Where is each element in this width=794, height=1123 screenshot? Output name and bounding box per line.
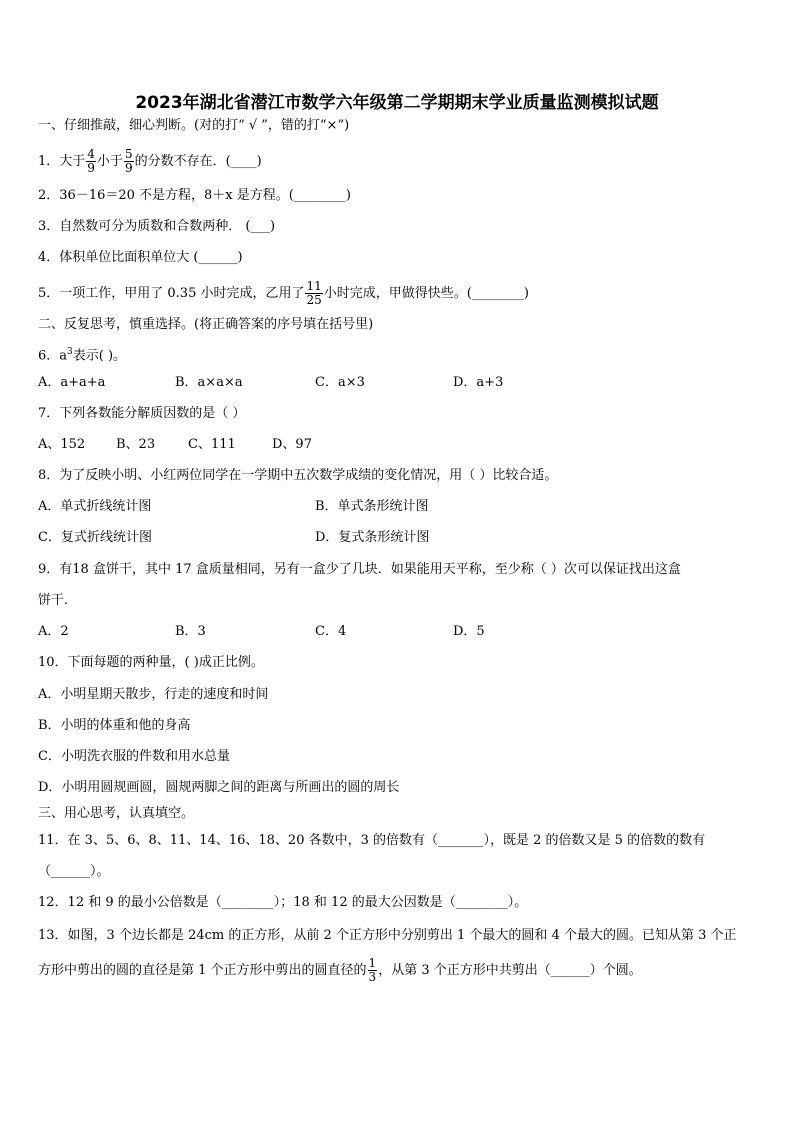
q6-option-a: A．a+a+a <box>38 375 106 390</box>
q9-option-b: B．3 <box>175 624 206 639</box>
frac-den: 25 <box>306 293 322 307</box>
fraction-11-25 <box>305 280 322 307</box>
question-11: 11．在 3、5、6、8、11、14、16、18、20 各数中，3 的倍数有（_______），既是 2 的倍数又是 5 的倍数的数有 <box>38 833 706 848</box>
q1-post: 的分数不存在．(____) <box>134 154 262 169</box>
q8-option-d: D．复式条形统计图 <box>315 530 430 545</box>
q1-mid: 小于 <box>96 154 123 169</box>
question-7: 7．下列各数能分解质因数的是（ ） <box>38 406 246 421</box>
q6-exponent: 3 <box>67 347 73 357</box>
q8-option-b: B．单式条形统计图 <box>315 499 429 514</box>
q6-post: 表示( )。 <box>72 348 127 364</box>
q7-option-a: A、152 <box>38 437 86 452</box>
question-2: 2．36－16＝20 不是方程，8＋x 是方程。(________) <box>38 188 351 203</box>
question-3: 3．自然数可分为质数和合数两种． (___) <box>38 219 276 234</box>
q6-option-d: D．a+3 <box>453 375 504 390</box>
question-11-cont: （______）。 <box>38 864 110 879</box>
q7-option-c: C、111 <box>188 437 236 452</box>
question-13-cont <box>38 957 768 984</box>
q13-pre: 方形中剪出的圆的直径是第 1 个正方形中剪出的圆直径的 <box>38 963 367 978</box>
question-8: 8．为了反映小明、小红两位同学在一学期中五次数学成绩的变化情况，用（ ）比较合适。 <box>38 468 558 483</box>
question-6 <box>38 343 768 365</box>
frac-den: 9 <box>124 161 133 175</box>
q7-option-b: B、23 <box>116 437 156 452</box>
frac-num: 5 <box>124 147 133 161</box>
q1-pre: 1．大于 <box>38 154 86 169</box>
q10-option-d: D．小明用圆规画圆，圆规两脚之间的距离与所画出的圆的周长 <box>38 780 400 795</box>
frac-den: 3 <box>368 970 377 984</box>
frac-num: 1 <box>368 956 377 970</box>
q6-option-c: C．a×3 <box>315 375 365 390</box>
fraction-5-9 <box>124 148 134 175</box>
q13-post: ，从第 3 个正方形中共剪出（______）个圆。 <box>378 963 642 978</box>
question-13: 13．如图，3 个边长都是 24cm 的正方形，从前 2 个正方形中分别剪出 1 个最大的圆和 4 个最大的圆。已知从第 3 个正 <box>38 928 737 943</box>
q7-option-d: D、97 <box>272 437 312 452</box>
question-12: 12．12 和 9 的最小公倍数是（________）；18 和 12 的最大公因数是（________）。 <box>38 895 528 910</box>
question-5 <box>38 280 768 307</box>
question-9: 9．有18 盒饼干，其中 17 盒质量相同，另有一盒少了几块．如果能用天平称，至少称（ ）次可以保证找出这盒 <box>38 562 681 577</box>
question-4: 4．体积单位比面积单位大 (______) <box>38 250 243 265</box>
fraction-1-3 <box>368 957 378 984</box>
section2-heading: 二、反复思考，慎重选择。(将正确答案的序号填在括号里) <box>38 317 374 332</box>
q6-pre: 6．a <box>38 348 68 364</box>
q5-post: 小时完成，甲做得快些。(________) <box>323 286 529 301</box>
page-title: 2023年湖北省潜江市数学六年级第二学期期末学业质量监测模拟试题 <box>135 93 659 113</box>
question-1 <box>38 148 768 175</box>
question-9-cont: 饼干. <box>38 593 69 608</box>
q5-pre: 5．一项工作，甲用了 0.35 小时完成，乙用了 <box>38 286 305 301</box>
q9-option-d: D．5 <box>453 624 485 639</box>
section3-heading: 三、用心思考，认真填空。 <box>38 806 195 821</box>
q6-option-b: B．a×a×a <box>175 375 243 390</box>
q10-option-a: A．小明星期天散步，行走的速度和时间 <box>38 687 269 702</box>
section1-heading: 一、仔细推敲，细心判断。(对的打“ √ ”，错的打“×”) <box>38 118 350 133</box>
q9-option-c: C．4 <box>315 624 347 639</box>
fraction-4-9 <box>86 148 96 175</box>
q10-option-c: C．小明洗衣服的件数和用水总量 <box>38 749 230 764</box>
frac-num: 11 <box>306 279 322 293</box>
q9-option-a: A．2 <box>38 624 69 639</box>
q8-option-a: A．单式折线统计图 <box>38 499 152 514</box>
frac-den: 9 <box>87 161 95 175</box>
q10-option-b: B．小明的体重和他的身高 <box>38 718 191 733</box>
question-10: 10．下面每题的两种量，( )成正比例。 <box>38 655 264 670</box>
q8-option-c: C．复式折线统计图 <box>38 530 152 545</box>
frac-num: 4 <box>87 147 95 161</box>
